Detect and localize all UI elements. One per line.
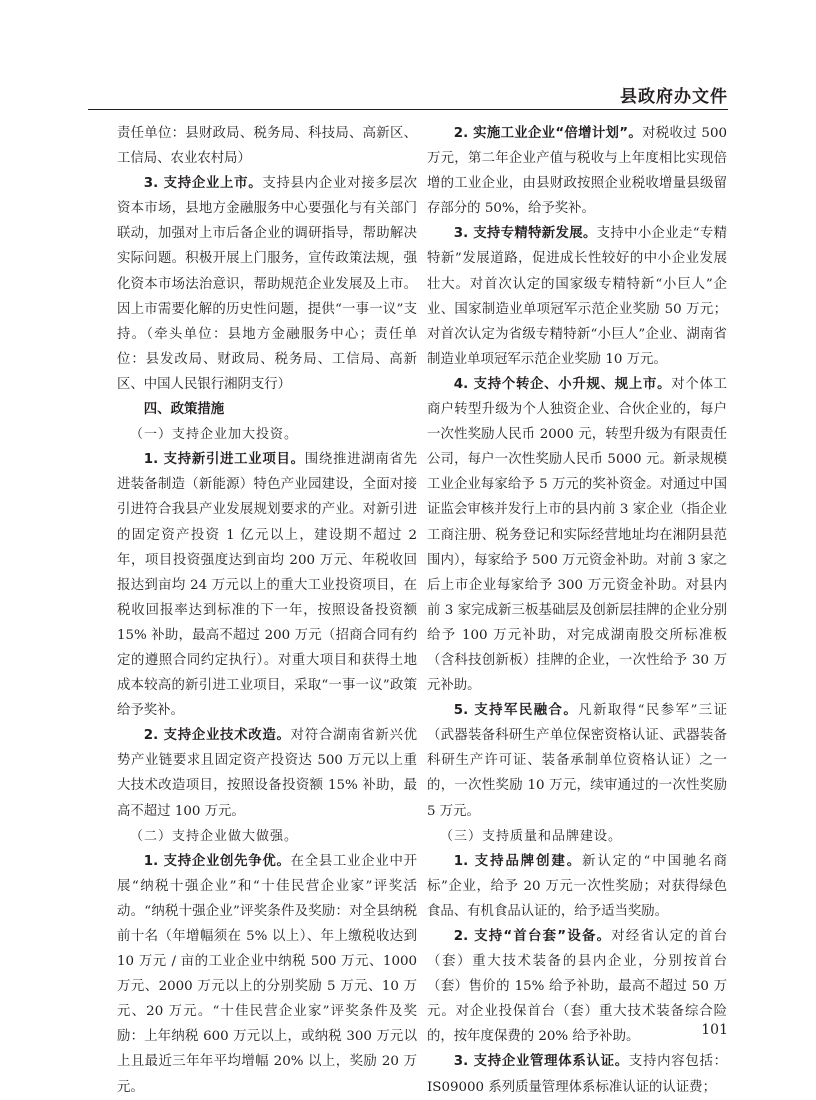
paragraph-tech-upgrade <box>117 723 417 823</box>
item-heading: 3. 支持专精特新发展。 <box>453 226 597 242</box>
item-body: 凡新取得“民参军”三证（武器装备科研生产单位保密资格认证、武器装备科研生产许可证、装备承制单位资格认证）之一的，一次性奖励 10 万元，续审通过的一次性奖励 5 万元。 <box>427 703 727 819</box>
item-body: 对经省认定的首台（套）重大技术装备的县内企业，分别按首台（套）售价的 15% 给予补助，最高不超过 50 万元。对企业投保首台（套）重大技术装备综合险的，按年度保费的 20% 给予补助。 <box>427 929 728 1045</box>
item-heading: 1. 支持企业创先争优。 <box>143 853 291 869</box>
page-number: 101 <box>701 1022 728 1038</box>
item-body: 在全县工业企业中开展“纳税十强企业”和“十佳民营企业家”评奖活动。“纳税十强企业”评奖条件及奖励：对全县纳税前十名（年增幅须在 5% 以上）、年上缴税收达到 10 万元 / 亩的工业企业中纳税 500 万元、1000 万元、2000 万元以上的分别奖励 5 万元、10 万元、20 万元。“十佳民营企业家”评奖条件及奖励：上年纳税 600 万元以上，或纳税 300 万元以上且最近三年年平均增幅 20% 以上，奖励 20 万元。 <box>117 853 417 1095</box>
document-header-title: 县政府办文件 <box>620 87 728 107</box>
item-heading: 3. 支持企业上市。 <box>143 176 263 192</box>
item-heading: 3. 支持企业管理体系认证。 <box>453 1054 629 1070</box>
right-column <box>427 121 727 1100</box>
item-body: 对个体工商户转型升级为个人独资企业、合伙企业的，每户一次性奖励人民币 2000 元，转型升级为有限责任公司，每户一次性奖励人民币 5000 元。新录规模工业企业每家给予 5 万元的奖补资金。对通过中国证监会审核并发行上市的县内前 3 家企业（指企业工商注册、税务登记和实际经营地址均在湘阴县范围内），每家给予 500 万元资金补助。对前 3 家之后上市企业每家给予 300 万元资金补助。对县内前 3 家完成新三板基础层及创新层挂牌的企业分别给予 100 万元补助，对完成湖南股交所标准板（含科技创新板）挂牌的企业，一次性给予 30 万元补助。 <box>427 376 727 694</box>
subsection-heading-growth: （二）支持企业做大做强。 <box>130 828 299 844</box>
paragraph-responsible-units: 责任单位：县财政局、税务局、科技局、高新区、工信局、农业农村局） <box>117 126 417 167</box>
subsection-heading-quality-brand: （三）支持质量和品牌建设。 <box>440 828 623 844</box>
item-body: 支持县内企业对接多层次资本市场，县地方金融服务中心要强化与有关部门联动，加强对上市后备企业的调研指导，帮助解决实际问题。积极开展上门服务，宣传政策法规，强化资本市场法治意识，帮助规范企业发展及上市。因上市需要化解的历史性问题，提供“一事一议”支持。（牵头单位：县地方金融服务中心；责任单位：县发改局、财政局、税务局、工信局、高新区、中国人民银行湘阴支行） <box>117 176 417 392</box>
paragraph-new-industrial-projects <box>117 447 417 723</box>
paragraph-business-upgrade <box>427 372 727 698</box>
paragraph-excellence-awards <box>117 849 417 1100</box>
item-heading: 2. 支持企业技术改造。 <box>143 728 291 744</box>
left-column <box>117 121 417 1100</box>
item-body: 对税收过 500 万元，第二年企业产值与税收与上年度相比实现倍增的工业企业，由县财政按照企业税收增量县级留存部分的 50%，给予奖补。 <box>427 126 727 217</box>
item-body: 支持中小企业走“专精特新”发展道路，促进成长性较好的中小企业发展壮大。对首次认定的国家级专精特新“小巨人”企业、国家制造业单项冠军示范企业奖励 50 万元；对首次认定为省级专精特新“小巨人”企业、湖南省制造业单项冠军示范企业奖励 10 万元。 <box>427 226 727 367</box>
section-heading-policy-measures: 四、政策措施 <box>143 402 225 418</box>
paragraph-brand-creation <box>427 849 727 924</box>
item-heading: 2. 实施工业企业“倍增计划”。 <box>453 126 643 141</box>
item-body: 新认定的“中国驰名商标”企业，给予 20 万元一次性奖励；对获得绿色食品、有机食品认证的，给予适当奖励。 <box>427 853 727 919</box>
item-heading: 5. 支持军民融合。 <box>453 703 579 719</box>
item-heading: 1. 支持新引进工业项目。 <box>143 452 305 468</box>
item-body: 对符合湖南省新兴优势产业链要求且固定资产投资达 500 万元以上重大技术改造项目，按照设备投资额 15% 补助，最高不超过 100 万元。 <box>117 728 417 819</box>
item-body: 支持内容包括：IS09000 系列质量管理体系标准认证的认证费； <box>427 1054 727 1095</box>
paragraph-support-listing <box>117 171 417 397</box>
item-heading: 2. 支持“首台套”设备。 <box>453 929 612 944</box>
item-heading: 4. 支持个转企、小升规、规上市。 <box>453 376 672 392</box>
subsection-heading-investment: （一）支持企业加大投资。 <box>130 427 299 443</box>
paragraph-doubling-plan <box>427 121 727 221</box>
item-body: 围绕推进湖南省先进装备制造（新能源）特色产业园建设，全面对接引进符合我县产业发展规划要求的产业。对新引进的固定资产投资 1 亿元以上，建设期不超过 2 年，项目投资强度达到亩均 200 万元、年税收回报达到亩均 24 万元以上的重大工业投资项目，在税收回报率达到标准的下一年，按照设备投资额 15% 补助，最高不超过 200 万元（招商合同有约定的遵照合同约定执行）。对重大项目和获得土地成本较高的新引进工业项目，采取“一事一议”政策给予奖补。 <box>117 452 417 719</box>
paragraph-first-set-equipment <box>427 924 727 1049</box>
header-divider <box>88 109 728 110</box>
paragraph-management-certification <box>427 1049 727 1099</box>
paragraph-military-civil <box>427 698 727 823</box>
item-heading: 1. 支持品牌创建。 <box>453 853 583 869</box>
paragraph-specialized-sme <box>427 221 727 372</box>
